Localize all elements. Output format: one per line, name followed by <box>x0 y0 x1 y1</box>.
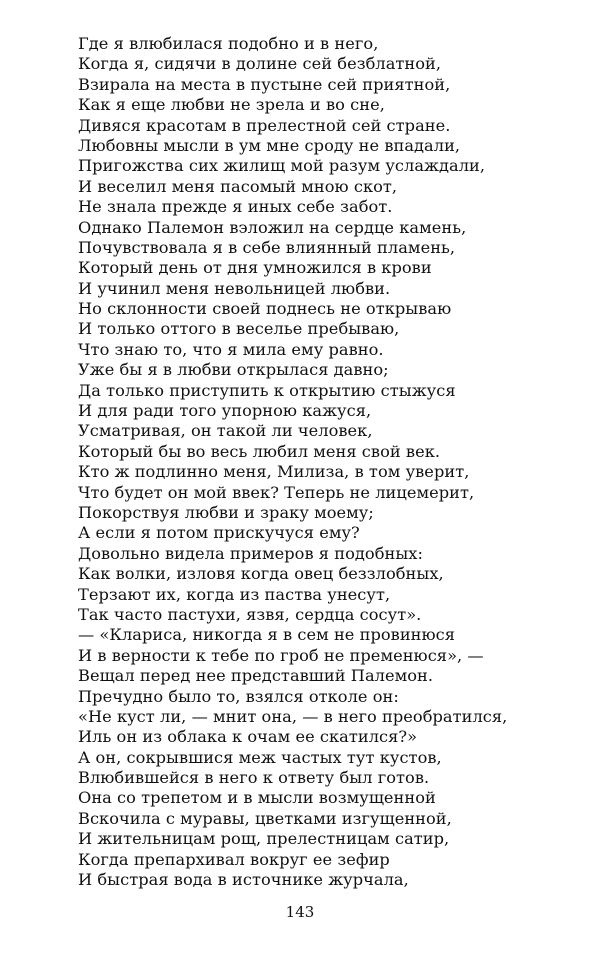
poem-line: Пречудно было то, взялся отколе он: <box>78 686 399 706</box>
poem-line: А он, сокрывшися меж частых тут кустов, <box>78 747 442 767</box>
poem-line: Так часто пастухи, язвя, сердца сосут». <box>78 604 422 624</box>
poem-line: Не знала прежде я иных себе забот. <box>78 197 393 217</box>
poem-text <box>78 34 578 890</box>
poem-line: Иль он из облака к очам ее скатился?» <box>78 727 418 747</box>
poem-line: И быстрая вода в источнике журчала, <box>78 870 409 890</box>
poem-line: И в верности к тебе по гроб не пременюся», — <box>78 645 484 665</box>
poem-line: Что знаю то, что я мила ему равно. <box>78 339 384 359</box>
poem-line: Когда препархивал вокруг ее зефир <box>78 849 390 869</box>
poem-line: И только оттого в веселье пребываю, <box>78 319 400 339</box>
poem-line: Вскочила с муравы, цветками изгущенной, <box>78 808 452 828</box>
poem-line: Дивяся красотам в прелестной сей стране. <box>78 115 451 135</box>
poem-line: Который бы во весь любил меня свой век. <box>78 441 441 461</box>
poem-line: Она со трепетом и в мысли возмущенной <box>78 788 436 808</box>
poem-line: Когда я, сидячи в долине сей безблатной, <box>78 54 442 74</box>
poem-line: Вещал перед нее представший Палемон. <box>78 666 434 686</box>
poem-line: Который день от дня умножился в крови <box>78 258 432 278</box>
poem-line: И для ради того упорною кажуся, <box>78 401 372 421</box>
poem-line: И жительницам рощ, прелестницам сатир, <box>78 829 450 849</box>
poem-line: Однако Палемон вэложил на сердце камень, <box>78 217 467 237</box>
poem-line: Как я еще любви не зрела и во сне, <box>78 95 385 115</box>
poem-line: И учинил меня невольницей любви. <box>78 278 391 298</box>
poem-line: Кто ж подлинно меня, Милиза, в том уверит, <box>78 462 470 482</box>
poem-line: Да только приступить к открытию стыжуся <box>78 380 456 400</box>
poem-line: Влюбившейся в него к ответу был готов. <box>78 768 430 788</box>
poem-line: Почувствовала я в себе влиянный пламень, <box>78 237 456 257</box>
poem-line: Довольно видела примеров я подобных: <box>78 543 423 563</box>
poem-line: Взирала на места в пустыне сей приятной, <box>78 74 451 94</box>
poem-line: Что будет он мой ввек? Теперь не лицемерит, <box>78 482 475 502</box>
poem-line: А если я потом прискучуся ему? <box>78 523 360 543</box>
poem-line: Терзают их, когда из паства унесут, <box>78 584 391 604</box>
poem-line: И веселил меня пасомый мною скот, <box>78 176 398 196</box>
poem-line: «Не куст ли, — мнит она, — в него преобратился, <box>78 706 508 726</box>
poem-line: — «Клариса, никогда я в сем не провинюся <box>78 625 456 645</box>
poem-line: Покорствуя любви и зраку моему; <box>78 502 374 522</box>
poem-line: Пригожства сих жилищ мой разум услаждали, <box>78 156 486 176</box>
poem-line: Уже бы я в любви открылася давно; <box>78 360 389 380</box>
poem-line: Но склонности своей поднесь не открываю <box>78 299 452 319</box>
poem-line: Где я влюбилася подобно и в него, <box>78 34 379 53</box>
poem-line: Усматривая, он такой ли человек, <box>78 421 373 441</box>
poem-line: Любовны мысли в ум мне сроду не впадали, <box>78 135 461 155</box>
page-number: 143 <box>285 903 315 921</box>
poem-line: Как волки, изловя когда овец беззлобных, <box>78 564 444 584</box>
